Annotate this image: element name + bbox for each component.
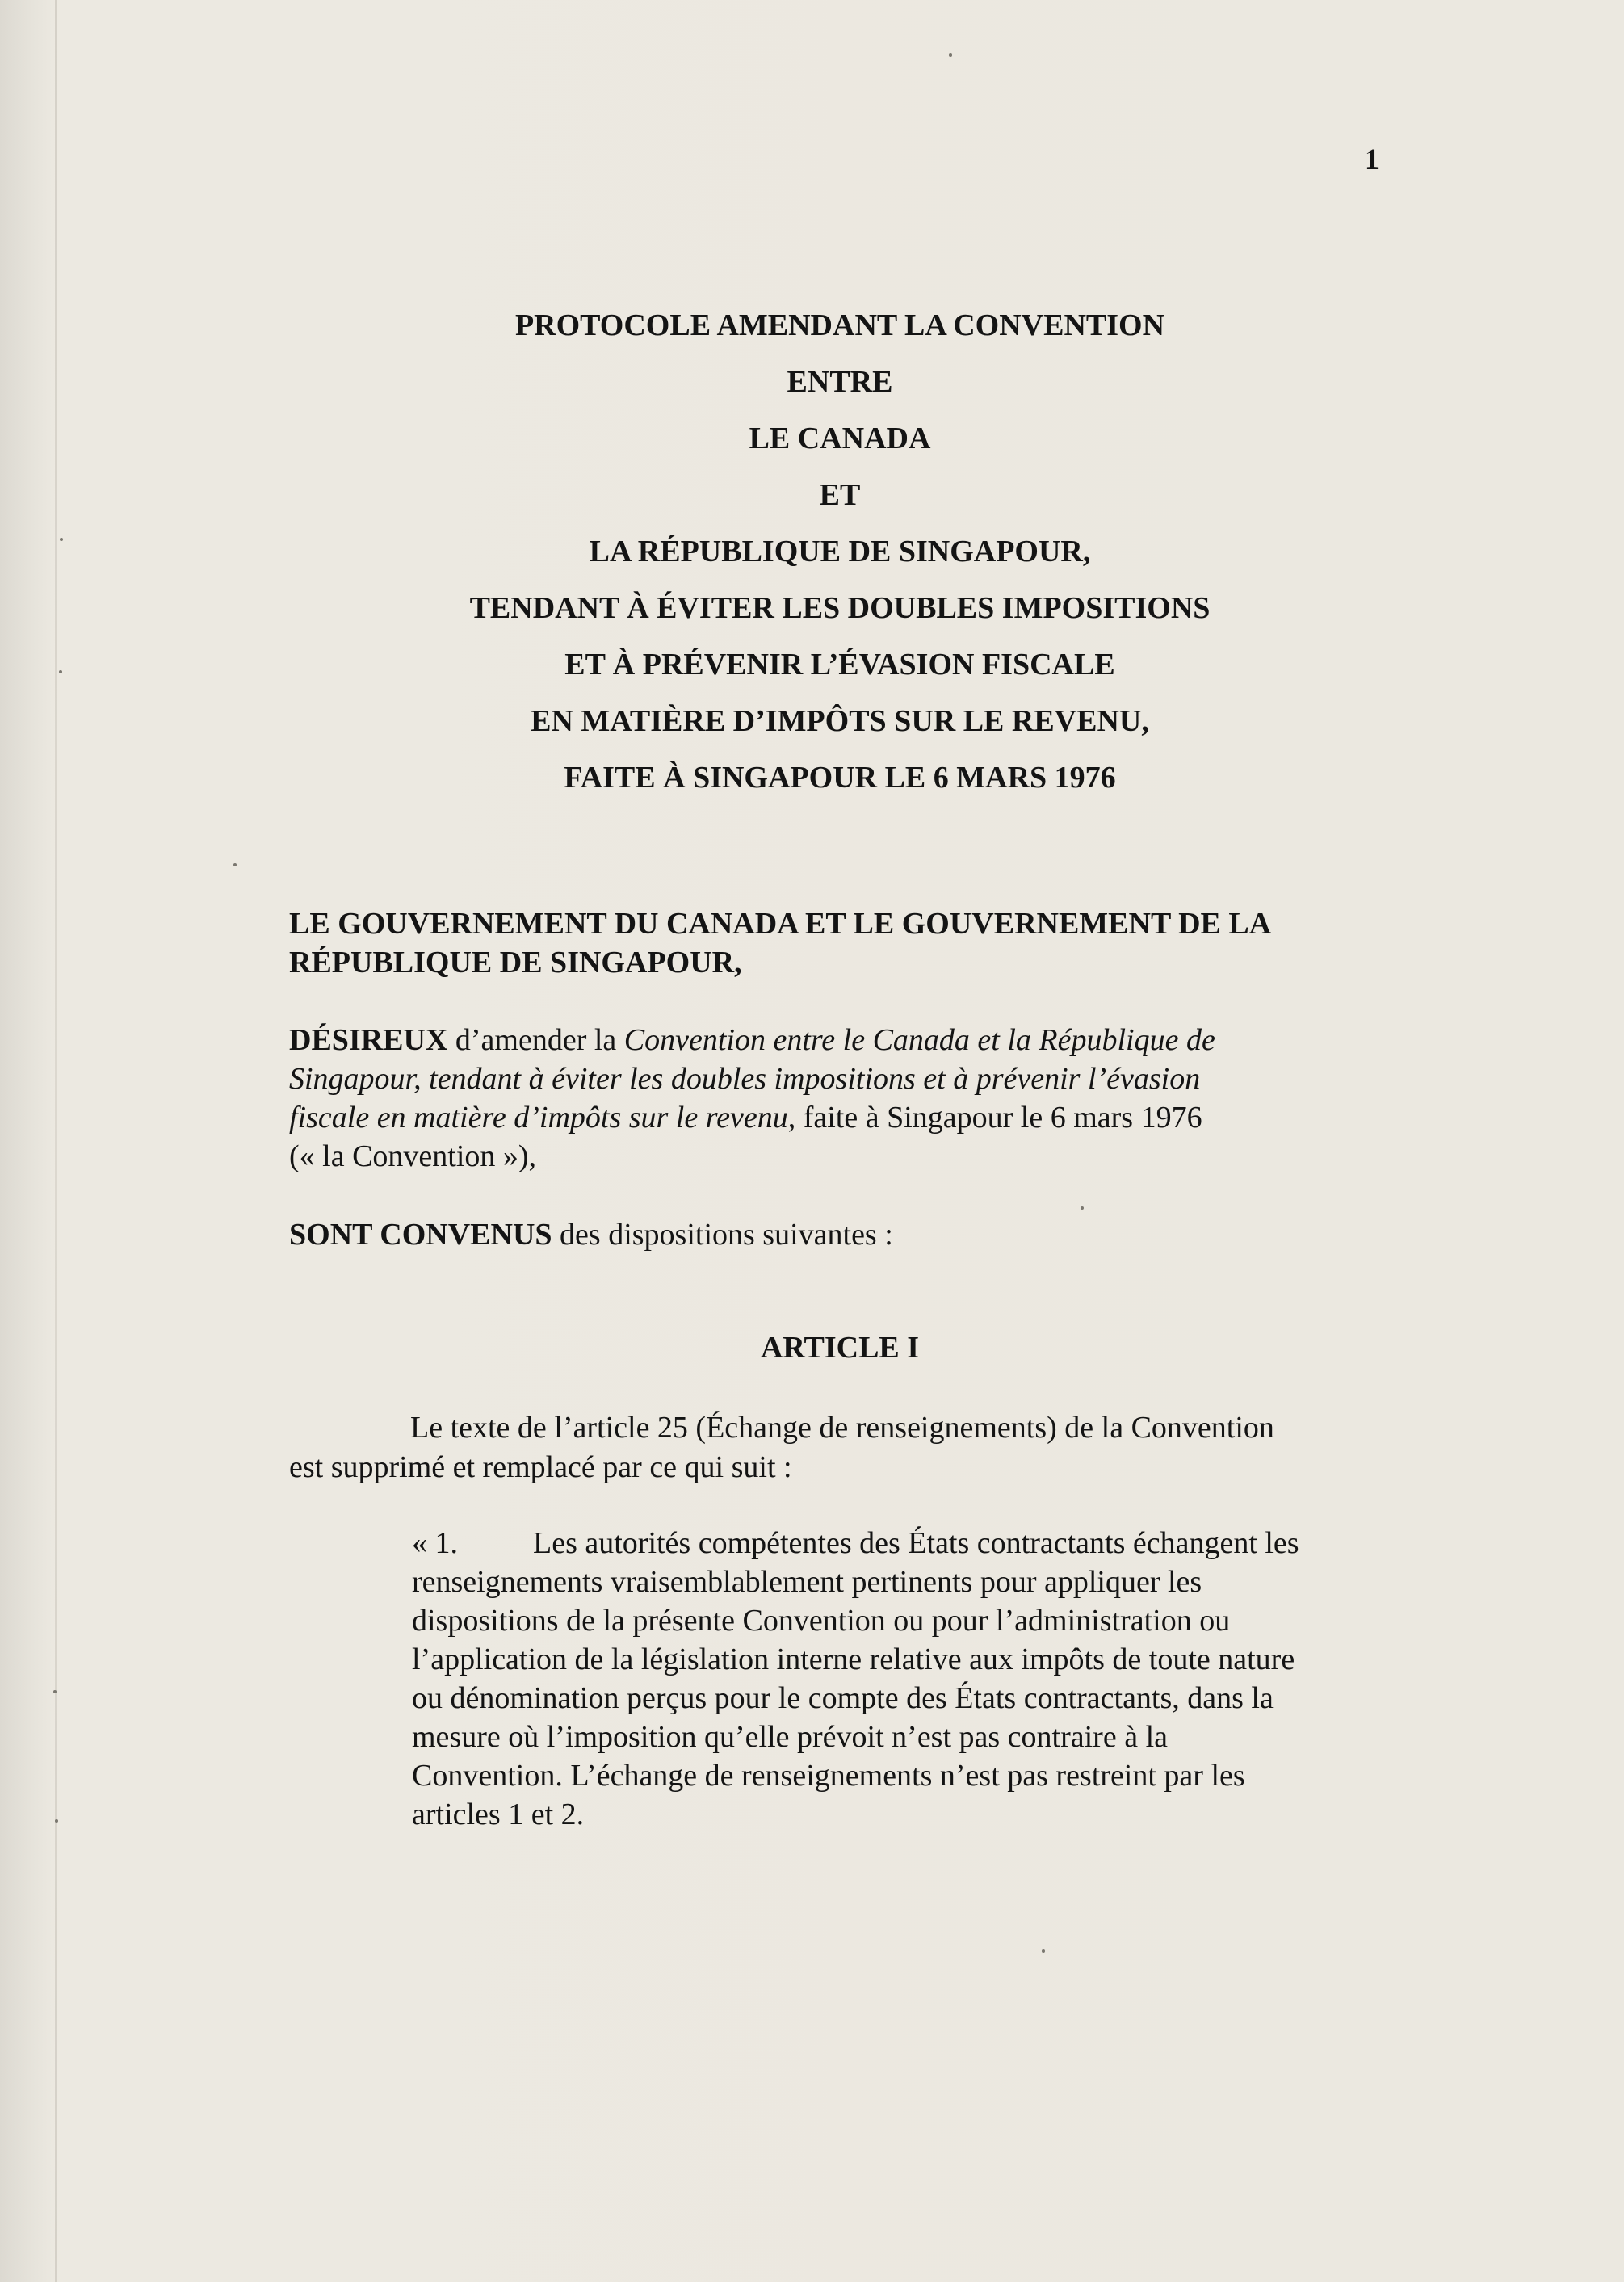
paragraph-line: dispositions de la présente Convention ou pour l’administration ou	[412, 1604, 1231, 1638]
parties-line: RÉPUBLIQUE DE SINGAPOUR,	[289, 946, 742, 979]
article-paragraph	[412, 1524, 1413, 1834]
title-line: ET À PRÉVENIR L’ÉVASION FISCALE	[564, 648, 1115, 682]
paragraph-line: Les autorités compétentes des États contractants échangent les	[533, 1526, 1299, 1560]
article-intro-line: Le texte de l’article 25 (Échange de renseignements) de la Convention	[410, 1411, 1274, 1445]
convention-title-italic: Singapour, tendant à éviter les doubles impositions et à prévenir l’évasion	[289, 1062, 1201, 1096]
desireux-text: d’amender la	[447, 1023, 624, 1057]
page-binding-edge	[55, 0, 57, 2282]
page-number: 1	[1365, 143, 1379, 175]
paper-speck	[53, 1690, 57, 1693]
paper-speck	[233, 863, 237, 866]
article-intro-line: est supprimé et remplacé par ce qui suit :	[289, 1450, 792, 1484]
paper-speck	[949, 53, 952, 57]
convention-title-italic: fiscale en matière d’impôts sur le revenu	[289, 1101, 788, 1135]
desireux-keyword: DÉSIREUX	[289, 1023, 448, 1057]
desireux-clause	[289, 1021, 1395, 1176]
convention-title-italic: Convention entre le Canada et la République de	[623, 1023, 1215, 1057]
title-line: FAITE À SINGAPOUR LE 6 MARS 1976	[564, 761, 1116, 795]
paragraph-line: ou dénomination perçus pour le compte des États contractants, dans la	[412, 1681, 1274, 1715]
paper-speck	[59, 670, 62, 673]
title-line: TENDANT À ÉVITER LES DOUBLES IMPOSITIONS	[469, 591, 1211, 625]
desireux-text: (« la Convention »),	[289, 1139, 537, 1173]
title-line: EN MATIÈRE D’IMPÔTS SUR LE REVENU,	[531, 704, 1149, 738]
title-line: PROTOCOLE AMENDANT LA CONVENTION	[514, 308, 1165, 342]
sont-convenus-clause	[289, 1215, 1395, 1254]
title-line: ET	[819, 478, 861, 512]
paragraph-line: articles 1 et 2.	[412, 1797, 585, 1831]
protocol-title	[242, 297, 1437, 806]
sont-convenus-text: des dispositions suivantes :	[552, 1218, 893, 1252]
title-line: LA RÉPUBLIQUE DE SINGAPOUR,	[589, 535, 1091, 568]
paper-speck	[1081, 1206, 1084, 1210]
article-heading: ARTICLE I	[760, 1331, 920, 1365]
paragraph-line: l’application de la législation interne relative aux impôts de toute nature	[412, 1642, 1295, 1676]
paper-speck	[1042, 1949, 1045, 1953]
parties-heading	[289, 904, 1395, 982]
desireux-text: , faite à Singapour le 6 mars 1976	[787, 1101, 1202, 1135]
article-intro	[289, 1408, 1395, 1487]
title-line: ENTRE	[787, 365, 893, 399]
sont-convenus-keyword: SONT CONVENUS	[289, 1218, 552, 1252]
paragraph-line: mesure où l’imposition qu’elle prévoit n’est pas contraire à la	[412, 1720, 1168, 1754]
paragraph-line: Convention. L’échange de renseignements n’est pas restreint par les	[412, 1759, 1245, 1793]
paper-speck	[55, 1819, 58, 1823]
title-line: LE CANADA	[749, 422, 931, 455]
parties-line: LE GOUVERNEMENT DU CANADA ET LE GOUVERNEMENT DE LA	[289, 907, 1272, 941]
paragraph-number: « 1.	[412, 1526, 458, 1560]
paragraph-line: renseignements vraisemblablement pertinents pour appliquer les	[412, 1565, 1202, 1599]
paper-speck	[60, 538, 63, 541]
